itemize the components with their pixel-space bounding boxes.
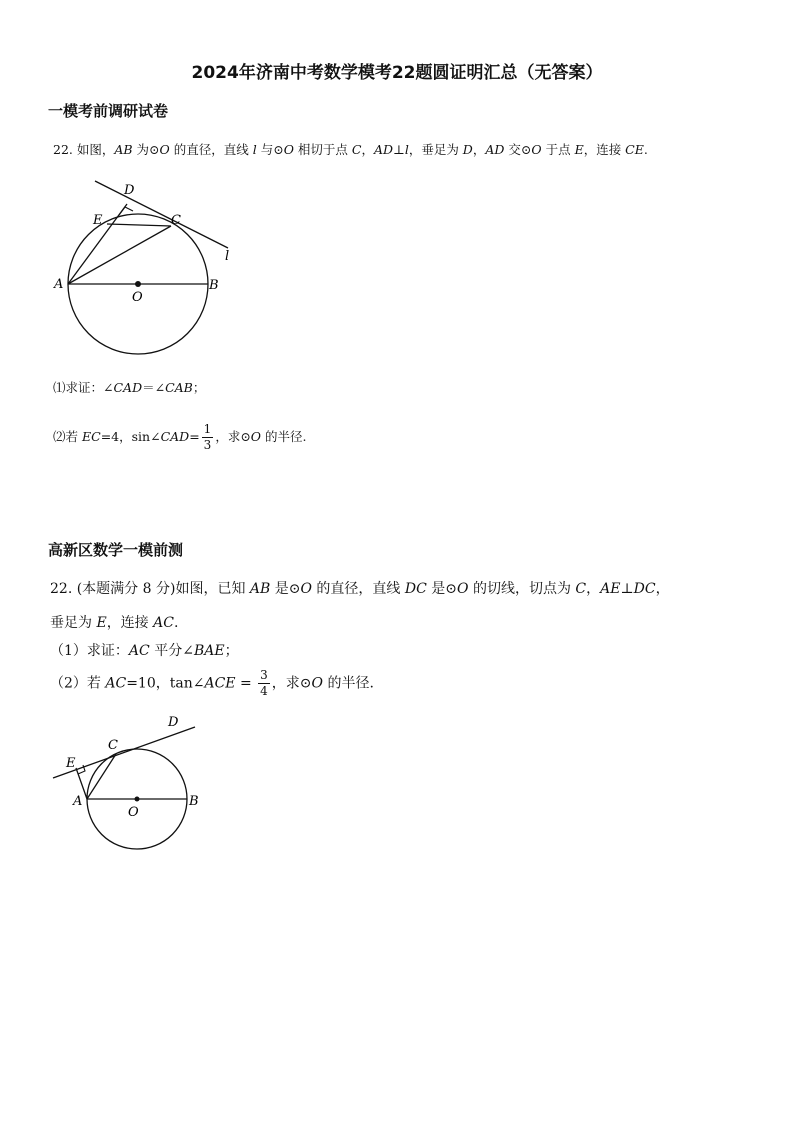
right-angle-mark [78, 765, 85, 774]
center-o [135, 281, 141, 287]
label-b: B [209, 278, 219, 293]
label-b: B [189, 794, 199, 809]
section2-heading: 高新区数学一模前测 [48, 541, 184, 559]
label-a: A [73, 794, 83, 809]
section1-figure [50, 178, 250, 358]
section1-heading: 一模考前调研试卷 [48, 102, 169, 120]
section1-intro: 22. 如图，AB 为⊙O 的直径，直线 l 与⊙O 相切于点 C，AD⊥l，垂足为 D，AD 交⊙O 于点 E，连接 CE. [53, 142, 648, 157]
label-c: C [108, 738, 118, 753]
section2-intro-line1: 22. (本题满分 8 分)如图，已知 AB 是⊙O 的直径，直线 DC 是⊙O 的切线，切点为 C，AE⊥DC， [50, 581, 670, 597]
label-e: E [66, 756, 76, 771]
section2-q1: （1）求证：AC 平分∠BAE； [50, 643, 239, 659]
segment-ec [107, 224, 171, 226]
label-d: D [124, 183, 135, 198]
fraction-three-quarters: $\frac{3}{4}$ [260, 668, 268, 698]
segment-ac [68, 226, 171, 284]
tangent-line-l [95, 181, 228, 248]
center-o [135, 797, 140, 802]
section2-intro-line2: 垂足为 E，连接 AC. [50, 615, 179, 631]
section2-q2: （2）若 AC=10，tan∠ACE = $\frac{3}{4}$ ，求⊙O 的半径. [50, 668, 374, 698]
fraction-one-third: $\frac{1}{3}$ [203, 422, 212, 452]
label-e: E [93, 213, 103, 228]
page-title: 2024年济南中考数学模考22题圆证明汇总（无答案） [191, 63, 603, 83]
label-d: D [168, 715, 179, 730]
section2-figure [48, 712, 218, 852]
label-c: C [171, 213, 181, 228]
label-o: O [128, 805, 139, 820]
label-o: O [132, 290, 143, 305]
label-a: A [54, 277, 64, 292]
label-l: l [225, 249, 230, 264]
section1-q1: ⑴求证：∠CAD＝∠CAB； [53, 380, 206, 395]
section1-q2: ⑵若 EC=4，sin∠CAD= $\frac{1}{3}$ ，求⊙O 的半径. [53, 422, 307, 452]
